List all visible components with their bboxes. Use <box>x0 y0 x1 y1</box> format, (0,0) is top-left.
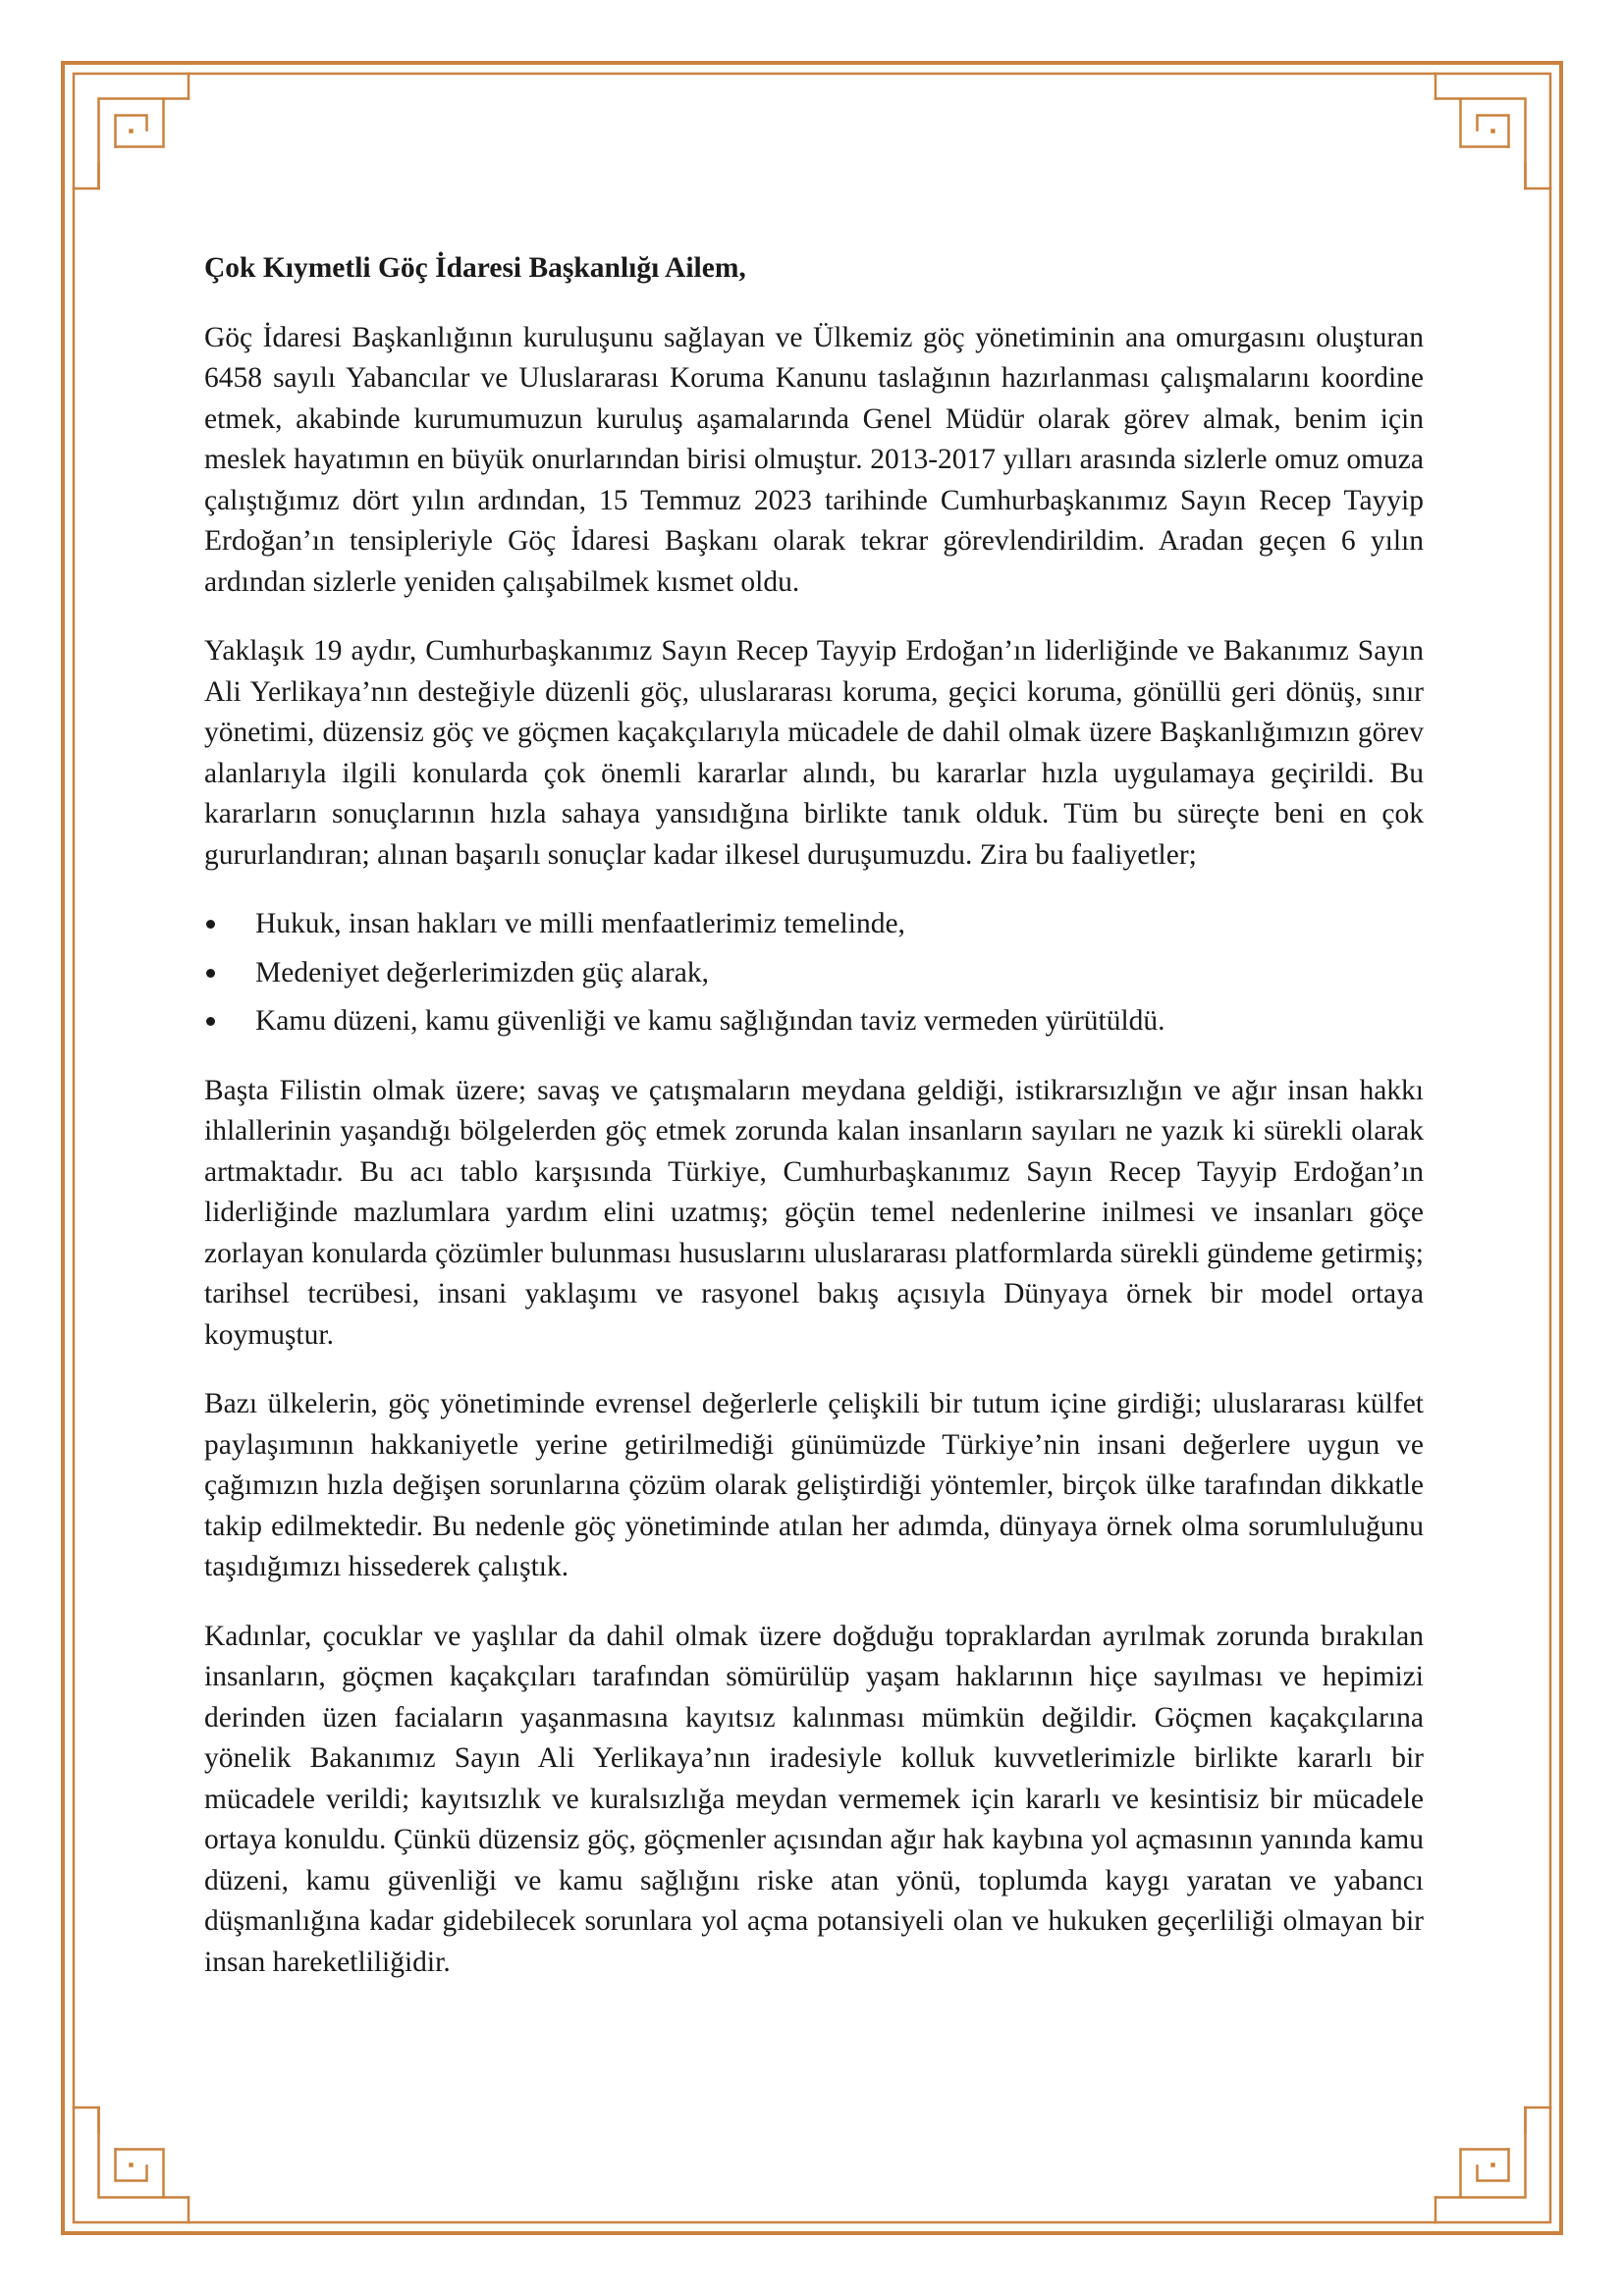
paragraph-3: Başta Filistin olmak üzere; savaş ve çatışmaların meydana geldiği, istikrarsızlığın ve ağır insan hakkı ihlallerinin yaşandığı bölgelerden göç etmek zorunda kalan insanların sayıları ne yazık ki sürekli olarak artmaktadır. Bu acı tablo karşısında Türkiye, Cumhurbaşkanımız Sayın Recep Tayyip Erdoğan’ın liderliğinde mazlumlara yardım elini uzatmış; göçün temel nedenlerine inilmesi ve insanları göçe zorlayan konularda çözümler bulunması hususlarını uluslararası platformlarda sürekli gündeme getirmiş; tarihsel tecrübesi, insani yaklaşımı ve rasyonel bakış açısıyla Dünyaya örnek bir model ortaya koymuştur. <box>204 1074 1424 1351</box>
list-item <box>204 904 1424 945</box>
bullet-icon <box>206 969 215 978</box>
list-item <box>204 1001 1424 1042</box>
bullet-icon <box>206 920 215 929</box>
paragraph-2: Yaklaşık 19 aydır, Cumhurbaşkanımız Sayın Recep Tayyip Erdoğan’ın liderliğinde ve Bakanımız Sayın Ali Yerlikaya’nın desteğiyle düzenli göç, uluslararası koruma, geçici koruma, gönüllü geri dönüş, sınır yönetimi, düzensiz göç ve göçmen kaçakçılarıyla mücadele de dahil olmak üzere Başkanlığımızın görev alanlarıyla ilgili konularda çok önemli kararlar alındı, bu kararlar hızla uygulamaya geçirildi. Bu kararların sonuçlarının hızla sahaya yansıdığına birlikte tanık olduk. Tüm bu süreçte beni en çok gururlandıran; alınan başarılı sonuçlar kadar ilkesel duruşumuzdu. Zira bu faaliyetler; <box>204 635 1424 871</box>
paragraph-4: Bazı ülkelerin, göç yönetiminde evrensel değerlerle çelişkili bir tutum içine girdiği; uluslararası külfet paylaşımının hakkaniyetle yerine getirilmediği günümüzde Türkiye’nin insani değerlere uygun ve çağımızın hızla değişen sorunlarına çözüm olarak geliştirdiği yöntemler, birçok ülke tarafından dikkatle takip edilmektedir. Bu nedenle göç yönetiminde atılan her adımda, dünyaya örnek olma sorumluluğunu taşıdığımızı hissederek çalıştık. <box>204 1388 1424 1582</box>
principles-list <box>204 904 1424 1042</box>
bullet-icon <box>206 1017 215 1026</box>
list-item-text: Medeniyet değerlerimizden güç alarak, <box>255 956 709 988</box>
list-item-text: Kamu düzeni, kamu güvenliği ve kamu sağlığından taviz vermeden yürütüldü. <box>255 1005 1165 1037</box>
paragraph-5: Kadınlar, çocuklar ve yaşlılar da dahil olmak üzere doğduğu topraklardan ayrılmak zorunda bırakılan insanların, göçmen kaçakçıları tarafından sömürülüp yaşam haklarının hiçe sayılması ve hepimizi derinden üzen faciaların yaşanmasına kayıtsız kalınması mümkün değildir. Göçmen kaçakçılarına yönelik Bakanımız Sayın Ali Yerlikaya’nın iradesiyle kolluk kuvvetlerimizle birlikte kararlı bir mücadele verildi; kayıtsızlık ve kuralsızlığa meydan vermemek için kararlı ve kesintisiz bir mücadele ortaya konuldu. Çünkü düzensiz göç, göçmenler açısından ağır hak kaybına yol açmasının yanında kamu düzeni, kamu güvenliği ve kamu sağlığını riske atan yönü, toplumda kaygı yaratan ve yabancı düşmanlığına kadar gidebilecek sorunlara yol açma potansiyeli olan ve hukuken geçerliliği olmayan bir insan hareketliliğidir. <box>204 1620 1424 1978</box>
letter-greeting: Çok Kıymetli Göç İdaresi Başkanlığı Ailem, <box>204 252 746 284</box>
list-item-text: Hukuk, insan hakları ve milli menfaatlerimiz temelinde, <box>255 908 905 939</box>
paragraph-1: Göç İdaresi Başkanlığının kuruluşunu sağlayan ve Ülkemiz göç yönetiminin ana omurgasını oluşturan 6458 sayılı Yabancılar ve Uluslararası Koruma Kanunu taslağının hazırlanması çalışmalarını koordine etmek, akabinde kurumumuzun kuruluş aşamalarında Genel Müdür olarak görev almak, benim için meslek hayatımın en büyük onurlarından birisi olmuştur. 2013-2017 yılları arasında sizlerle omuz omuza çalıştığımız dört yılın ardından, 15 Temmuz 2023 tarihinde Cumhurbaşkanımız Sayın Recep Tayyip Erdoğan’ın tensipleriyle Göç İdaresi Başkanı olarak tekrar görevlendirildim. Aradan geçen 6 yılın ardından sizlerle yeniden çalışabilmek kısmet oldu. <box>204 321 1424 598</box>
letter-body <box>204 248 1424 2011</box>
list-item <box>204 953 1424 994</box>
